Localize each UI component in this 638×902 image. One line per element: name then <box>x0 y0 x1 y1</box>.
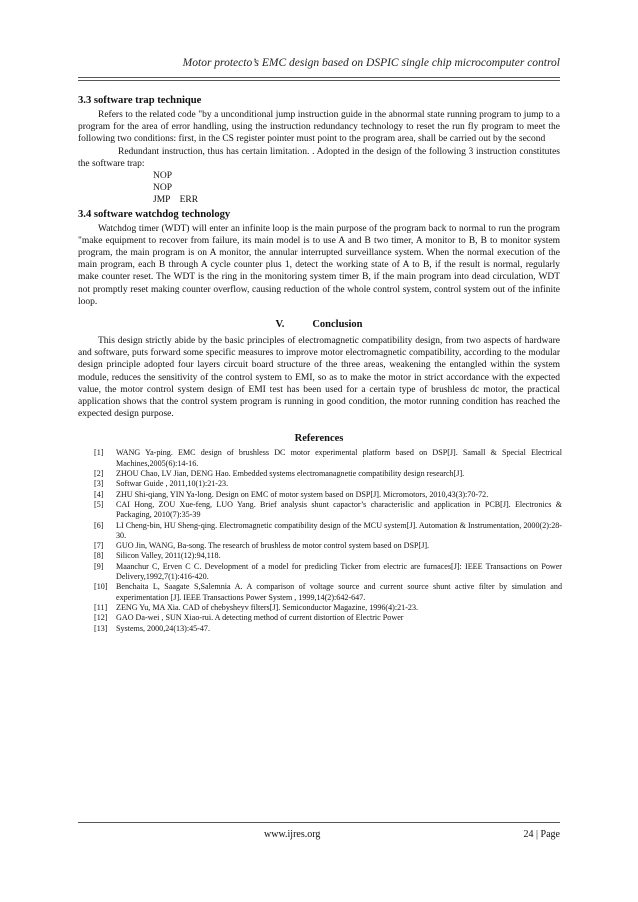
footer-divider <box>78 822 560 823</box>
reference-item <box>94 562 562 583</box>
reference-item <box>94 479 562 489</box>
reference-number: [7] <box>94 541 104 551</box>
reference-item <box>94 551 562 561</box>
conclusion-paragraph: This design strictly abide by the basic principles of electromagnetic compatibility design, from two aspects of hardware and software, puts forward some specific measures to improve motor electromagnetic compatibility, according to the modular design principle adopted four layers circuit board structure of the three areas, weakening the entangled within the system module, reduces the sensitivity of the control system to EMI, so as to make the motor in strict accordance with the expected value, the motor control system design of EMI test has been used for a certain type of brushless dc motor, the practical application shows that the control system program is running in good condition, the motor running condition has reached the expected design purpose. <box>78 336 560 420</box>
reference-item <box>94 490 562 500</box>
reference-number: [1] <box>94 448 104 458</box>
reference-text: Benchaita L, Saagate S,Salemnia A. A comparison of voltage source and current source shunt active filter by simulation and experimentation [J]. IEEE Transactions Power System , 1999,14(2):642-647. <box>116 582 562 602</box>
reference-number: [6] <box>94 520 104 530</box>
code-line: NOP <box>153 171 173 182</box>
reference-item <box>94 541 562 551</box>
reference-text: Maanchur C, Erven C C. Development of a model for predicling Ticker from electric are furnaces[J]: IEEE Transactions on Power Delivery,1992,7(1):416-420. <box>116 561 562 582</box>
reference-item <box>94 521 562 542</box>
section-5-title: Conclusion <box>312 319 363 331</box>
running-header: Motor protecto’s EMC design based on DSPIC single chip microcomputer control <box>182 57 560 69</box>
reference-text: GAO Da-wei , SUN Xiao-rui. A detecting method of current distortion of Electric Power <box>116 613 404 623</box>
reference-item <box>94 500 562 521</box>
section-3-3-heading: 3.3 software trap technique <box>78 95 202 106</box>
reference-number: [10] <box>94 582 108 592</box>
reference-number: [3] <box>94 479 104 489</box>
page-footer <box>78 829 560 843</box>
reference-text: ZHU Shi-qiang, YIN Ya-long. Design on EMC of motor system based on DSP[J]. Micromotors, 2010,43(3):70-72. <box>116 489 489 499</box>
reference-item <box>94 603 562 613</box>
reference-number: [5] <box>94 499 104 509</box>
reference-item <box>94 448 562 469</box>
section-3-4-paragraph-1: Watchdog timer (WDT) will enter an infinite loop is the main purpose of the program back to normal to run the program "make equipment to recover from failure, its main model is to use A and B two timer, A monitor to B, B to monitor system program, the main program is on A monitor, the annular interrupted surveillance system. When the normal execution of the main program, each B through A cycle counter plus 1, detect the working state of A to B, if the result is normal, regularly make counter reset. The WDT is the ring in the monitoring system timer B, if the main program into dead circulation, WDT not promptly reset making counter overflow, causing reduction of the whole control system, control system out of the infinite loop. <box>78 223 560 307</box>
section-3-3-paragraph-1: Refers to the related code "by a unconditional jump instruction guide in the abnormal state running program to jump to a program for the area of error handling, using the instruction redundancy technology to reset the run fly program to meet the following two conditions: first, in the CS register pointer must point to the program area, shall be carried out by the second <box>78 110 560 145</box>
reference-item <box>94 613 562 623</box>
references-heading: References <box>294 433 344 445</box>
reference-text: GUO Jin, WANG, Ba-song. The research of brushless de motor control system based on DSP[J]. <box>116 541 430 551</box>
reference-number: [4] <box>94 489 104 499</box>
reference-text: CAI Hong, ZOU Xue-feng, LUO Yang. Brief analysis shunt capactor’s characterislic and application in PCB[J]. Electronics & Packaging, 2010(7):35-39 <box>116 499 562 520</box>
reference-list <box>78 448 562 633</box>
reference-item <box>94 469 562 479</box>
reference-text: ZHOU Chao, LV Jian, DENG Hao. Embedded systems electromanagnetie compatibility design research[J]. <box>116 469 465 479</box>
reference-number: [11] <box>94 602 108 612</box>
header-divider <box>78 77 560 81</box>
page-body <box>78 94 560 634</box>
journal-url: www.ijres.org <box>264 829 321 840</box>
section-3-3-paragraph-2: Redundant instruction, thus has certain limitation. . Adopted in the design of the following 3 instruction constitutes the software trap: <box>78 146 560 169</box>
reference-number: [8] <box>94 551 104 561</box>
reference-text: Systems, 2000,24(13):45-47. <box>116 623 210 633</box>
reference-item <box>94 582 562 603</box>
section-5-number: V. <box>275 319 285 331</box>
reference-text: LI Cheng-bin, HU Sheng-qing. Electromagnetic compatibility design of the MCU system[J]. Automation & Instrumentation, 2000(2):28-30. <box>116 520 562 540</box>
reference-text: ZENG Yu, MA Xia. CAD of chebysheyv filters[J]. Semiconductor Magazine, 1996(4):21-23. <box>116 602 419 612</box>
section-5-heading <box>78 318 560 331</box>
reference-text: WANG Ya-ping. EMC design of brushless DC motor experimental platform based on DSP[J]. Samall & Special Electrical Machines,2005(6):14-16. <box>116 448 562 468</box>
reference-text: Silicon Valley, 2011(12):94,118. <box>116 551 221 561</box>
section-3-4-heading: 3.4 software watchdog technology <box>78 208 231 220</box>
reference-number: [12] <box>94 613 108 623</box>
code-line: JMP ERR <box>153 195 199 206</box>
reference-number: [9] <box>94 561 104 571</box>
reference-number: [2] <box>94 469 104 479</box>
reference-text: Softwar Guide , 2011,10(1):21-23. <box>116 479 229 489</box>
page-number: 24 | Page <box>523 829 560 840</box>
reference-item <box>94 624 562 634</box>
reference-number: [13] <box>94 623 108 633</box>
code-line: NOP <box>153 183 173 194</box>
